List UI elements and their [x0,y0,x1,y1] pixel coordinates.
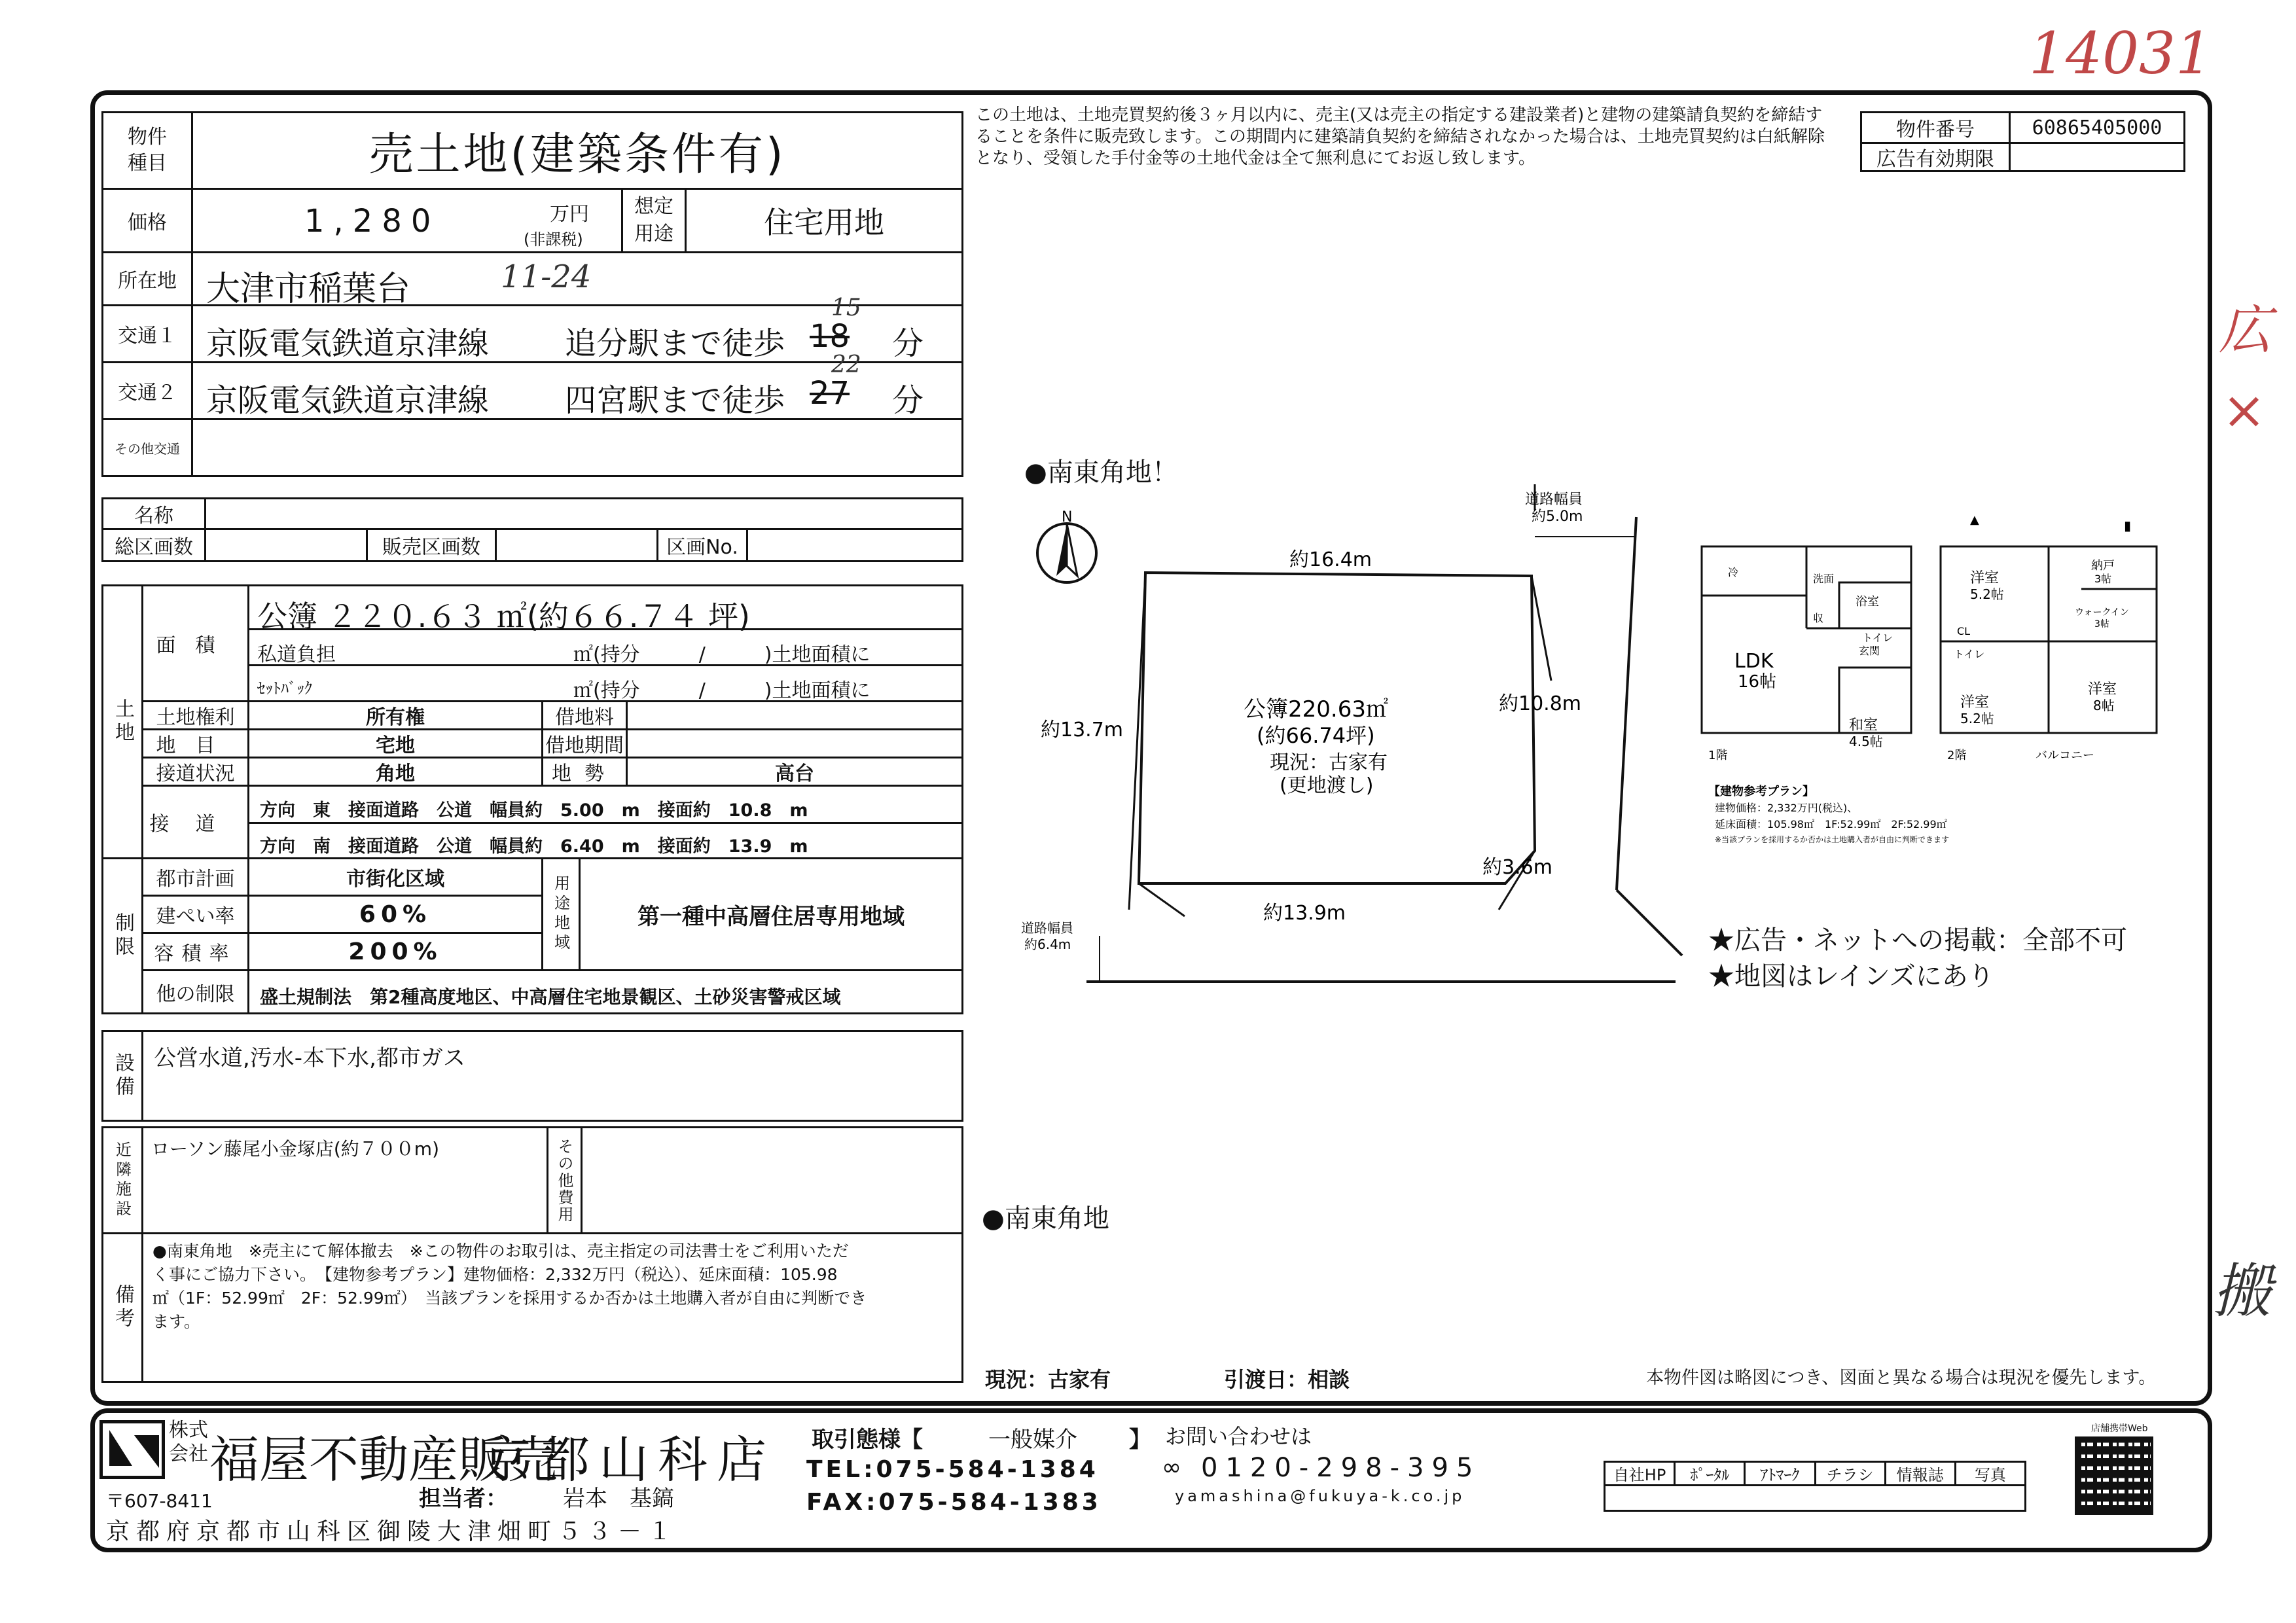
dim-corner: 約3.6m [1482,856,1552,879]
company-prefix: 株式会社 [169,1419,208,1465]
plan-ldk: LDK [1734,650,1774,673]
other-restrict-label: 他の制限 [141,969,249,1014]
price-cell [191,188,623,253]
qr-code-icon[interactable] [2075,1436,2153,1515]
rights-label: 土地権利 [141,700,249,730]
total-lots-cell [204,528,368,562]
remarks-label-cell [101,1232,143,1383]
restrict-side-cell [101,857,143,1014]
plan-walkin: ウォークイン [2075,607,2129,618]
zone-label-cell [541,857,581,971]
type-label-cell [101,111,193,190]
footer-freedial: 0120-298-395 [1201,1453,1481,1483]
title-cell [191,111,963,190]
remarks-line-4: ます。 [152,1312,201,1331]
freedial-icon: ∞ [1162,1454,1181,1481]
company-name: 福屋不動産販売 [209,1431,558,1489]
ad-note-1: ★広告・ネットへの掲載：全部不可 [1708,925,2127,955]
section-no-cell [746,528,963,562]
dim-bottom: 約13.9m [1263,902,1346,925]
facilities-cell [141,1030,963,1122]
plan-caption-title: 【建物参考プラン】 [1708,785,1814,798]
road-width-top-value: 約5.0m [1532,508,1583,525]
plan-caption-3: ※当該プランを採用するか否かは土地購入者が自由に判断できます [1715,835,1950,844]
media-athome: ｱﾄﾏｰｸ [1746,1463,1816,1486]
dim-right: 約10.8m [1499,692,1582,715]
lot-map [982,484,1702,1021]
transport-1-line: 京阪電気鉄道京津線 [206,325,490,362]
zone-label: 用途地域 [551,875,570,954]
remarks-label: 備考 [111,1284,134,1331]
plan-youshitsu-2-size: 5.2帖 [1960,711,1994,726]
use-label: 想定用途 [634,195,673,245]
other-transport-label: その他交通 [101,418,193,477]
road-width-bottom-value: 約6.4m [1024,936,1071,952]
facilities-value: 公営水道,汚水-本下水,都市ガス [154,1045,465,1071]
plan-caption-1: 建物価格：2,332万円(税込)、 [1715,802,1858,814]
media-table [1604,1461,2026,1512]
area-text: 公簿 ２２０.６３ ㎡(約６６.７４ 坪) [257,599,751,634]
footer-tel: TEL:075-584-1384 [806,1456,1099,1483]
condition-notice: この土地は、土地売買契約後３ヶ月以内に、売主(又は売主の指定する建設業者)と建物の建築請負契約を締結することを条件に販売致します。この期間内に建築請負契約を締結されなかった場合は、土地売買契約は白紙解除となり、受領した手付金等の土地代金は全て無利息にてお返し致します。 [975,105,1825,168]
plan-youshitsu-1: 洋室 [1970,570,2000,586]
other-restrict-value: 盛土規制法 第2種高度地区、中高層住宅地景観区、土砂災害警戒区域 [260,986,841,1008]
other-restrict-cell [247,969,963,1014]
road-width-bottom-label: 道路幅員 [1021,920,1073,936]
category-value: 宅地 [247,728,543,758]
nearby-label-cell [101,1126,143,1234]
other-cost-label-cell [547,1126,583,1234]
terrain-value: 高台 [626,757,963,787]
footer-fax: FAX:075-584-1383 [806,1489,1102,1516]
transport-2-unit: 分 [892,382,924,419]
road-south: 方向 南 接面道路 公道 幅員約 6.40 m 接面約 13.9 m [260,836,808,857]
map-disclaimer: 本物件図は略図につき、図面と異なる場合は現況を優先します。 [1646,1368,2157,1388]
price-value: 1,280 [304,203,440,240]
restrict-side-label: 制限 [111,912,134,959]
transport-2-station: 四宮駅まで徒歩 [565,382,785,419]
plan-nando: 納戸 [2091,559,2115,573]
nearby-label: 近隣施設 [113,1141,132,1220]
lease-cell [626,700,963,730]
other-cost-cell [581,1126,963,1234]
nearby-cell [141,1126,548,1234]
branch-name: 京都山科店 [481,1431,776,1489]
private-road-share: ㎡(持分 / )土地面積に [573,643,870,666]
bcr-label: 建ぺい率 [141,895,249,934]
zone-value: 第一種中高層住居専用地域 [579,857,963,971]
road-south-cell [247,822,963,859]
city-plan-label: 都市計画 [141,857,249,897]
media-jisha: 自社HP [1605,1463,1676,1486]
use-label-cell [621,188,687,253]
dim-left: 約13.7m [1041,719,1124,741]
transport-2-new: 22 [831,351,861,378]
plan-walkin-size: 3帖 [2094,619,2109,630]
plan-wash: 洗面 [1813,573,1835,585]
handwritten-kou: 広 [2219,300,2271,361]
setback-label: ｾｯﾄﾊﾞｯｸ [257,679,312,698]
road-label: 接道 [141,785,249,859]
plan-north-icon: ▮ [2124,518,2132,533]
road-east-cell [247,785,963,824]
far-value: 200% [247,932,543,971]
media-photo: 写真 [1956,1463,2024,1486]
price-label: 価格 [101,188,193,253]
rights-value: 所有権 [247,700,543,730]
dim-top: 約16.4m [1289,548,1372,571]
price-tax: (非課税) [524,230,583,249]
footer-staff-label: 担当者： [419,1486,508,1512]
map-status: 現況：古家有 [1270,751,1388,774]
media-chirashi: チラシ [1816,1463,1886,1486]
inquiry-label: お問い合わせは [1165,1424,1312,1449]
handwritten-han: 搬 [2212,1257,2271,1326]
page-title: 売土地(建築条件有) [368,128,786,181]
remarks-line-1: ●南東角地 ※売主にて解体撤去 ※この物件のお取引は、売主指定の司法書士をご利用いただ [152,1241,849,1260]
media-portal: ﾎﾟｰﾀﾙ [1676,1463,1746,1486]
road-east: 方向 東 接面道路 公道 幅員約 5.00 m 接面約 10.8 m [260,800,808,821]
use-value: 住宅用地 [764,205,884,240]
footer-email: yamashina@fukuya-k.co.jp [1175,1487,1465,1505]
bcr-value: 60% [247,895,543,934]
location-handwritten: 11-24 [501,259,592,295]
nearby-value: ローソン藤尾小金塚店(約７００m) [151,1138,440,1160]
plan-cl: CL [1957,625,1971,637]
section-no-label: 区画No. [656,528,748,562]
price-unit: 万円 [550,203,589,226]
plan-balcony: バルコニー [2036,749,2094,762]
facilities-label-cell [101,1030,143,1122]
sale-lots-label: 販売区画数 [366,528,497,562]
lease-term-cell [626,728,963,758]
south-east-corner: ●南東角地 [982,1204,1109,1234]
category-label: 地目 [141,728,249,758]
city-plan-value: 市街化区域 [247,857,543,897]
type-label: 物件種目 [128,126,167,175]
property-no-label: 物件番号 [1860,111,2011,144]
delivery-date: 引渡日：相談 [1224,1367,1350,1392]
map-area-tsubo: (約66.74坪) [1257,723,1375,748]
private-road-cell [247,628,963,666]
plan-floor-2: 2階 [1947,749,1967,762]
far-label: 容積率 [141,932,249,971]
other-cost-label: その他費用 [555,1137,573,1223]
plan-youshitsu-3: 洋室 [2088,681,2117,698]
lease-label: 借地料 [541,700,628,730]
ad-valid [2009,142,2185,172]
remarks-line-2: く事にご協力下さい。 【建物参考プラン】建物価格：2,332万円（税込）、延床面積：105.98 [152,1265,838,1284]
svg-text:▲: ▲ [1970,513,1979,527]
north-arrow-icon [1037,509,1096,582]
qr-label: 店舗携帯Web [2091,1423,2148,1434]
plan-caption-2: 延床面積：105.98㎡ 1F:52.99㎡ 2F:52.99㎡ [1715,818,1947,830]
name-label: 名称 [101,497,206,530]
transport-1-label: 交通１ [101,304,193,363]
total-lots-label: 総区画数 [101,528,206,562]
plan-storage: 収 [1813,612,1824,624]
transport-2-old: 27 [810,375,850,412]
remarks-cell [141,1232,963,1383]
media-jouhoushi: 情報誌 [1886,1463,1956,1486]
plan-toilet-2: トイレ [1954,648,1985,660]
ad-note-2: ★地図はレインズにあり [1708,961,1994,991]
plan-ldk-size: 16帖 [1738,672,1777,692]
sale-lots-cell [495,528,658,562]
ad-valid-label: 広告有効期限 [1860,142,2011,172]
current-status: 現況：古家有 [985,1367,1111,1392]
transport-2-line: 京阪電気鉄道京津線 [206,382,490,419]
company-logo-icon [99,1420,165,1479]
plan-floor-1: 1階 [1708,749,1728,762]
footer-zip: 〒607-8411 [106,1490,213,1512]
deal-label: 取引態様【 [812,1427,923,1453]
transport-2-cell [191,351,963,420]
private-road-label: 私道負担 [257,643,336,666]
use-cell [685,188,963,253]
other-transport-cell [191,418,963,477]
plan-toilet-1: トイレ [1862,632,1893,644]
property-no: 60865405000 [2009,111,2185,144]
handwritten-x: × [2222,380,2267,440]
map-area: 公簿220.63㎡ [1244,696,1388,722]
transport-1-new: 15 [831,294,861,321]
area-main-cell [247,584,963,634]
deal-value: 一般媒介 [988,1427,1077,1453]
footer-address: 京都府京都市山科区御陵大津畑町５３－１ [106,1518,679,1545]
road-width-top-label: 道路幅員 [1525,491,1583,508]
remarks-line-3: ㎡（1F：52.99㎡ 2F：52.99㎡） 当該プランを採用するか否かは土地購入者が自由に判断でき [152,1289,867,1308]
transport-2-label: 交通２ [101,361,193,420]
map-status-note: (更地渡し) [1280,774,1374,797]
setback-cell [247,664,963,702]
contact-value: 角地 [247,757,543,787]
setback-share: ㎡(持分 / )土地面積に [573,679,870,702]
terrain-label: 地勢 [541,757,628,787]
transport-1-unit: 分 [892,325,924,362]
transport-1-station: 追分駅まで徒歩 [565,325,785,362]
facilities-label: 設備 [111,1052,134,1099]
plan-bath: 浴室 [1856,595,1879,609]
plan-kitchen: 冷 [1728,566,1739,579]
location-value: 大津市稲葉台 [206,270,411,309]
plan-washitsu-size: 4.5帖 [1849,734,1883,749]
plan-washitsu: 和室 [1849,717,1878,734]
deal-end: 】 [1129,1427,1151,1453]
plan-nando-size: 3帖 [2094,573,2112,585]
plan-youshitsu-2: 洋室 [1960,694,1990,711]
plan-entrance: 玄関 [1859,645,1880,657]
plan-youshitsu-1-size: 5.2帖 [1970,586,2004,602]
area-label: 面積 [141,584,249,702]
floor-plan [1695,497,2179,864]
map-heading: ●南東角地！ [1024,457,1178,488]
name-cell [204,497,963,530]
north-label: N [1062,509,1073,526]
footer-staff: 岩本 基鎬 [563,1486,674,1512]
lease-term-label: 借地期間 [541,728,628,758]
handwritten-number: 14031 [2029,20,2212,87]
location-label: 所在地 [101,251,193,306]
land-side-label: 土地 [111,698,134,745]
contact-label: 接道状況 [141,757,249,787]
transport-1-old: 18 [810,318,850,355]
land-side-cell [101,584,143,859]
plan-youshitsu-3-size: 8帖 [2093,698,2115,713]
